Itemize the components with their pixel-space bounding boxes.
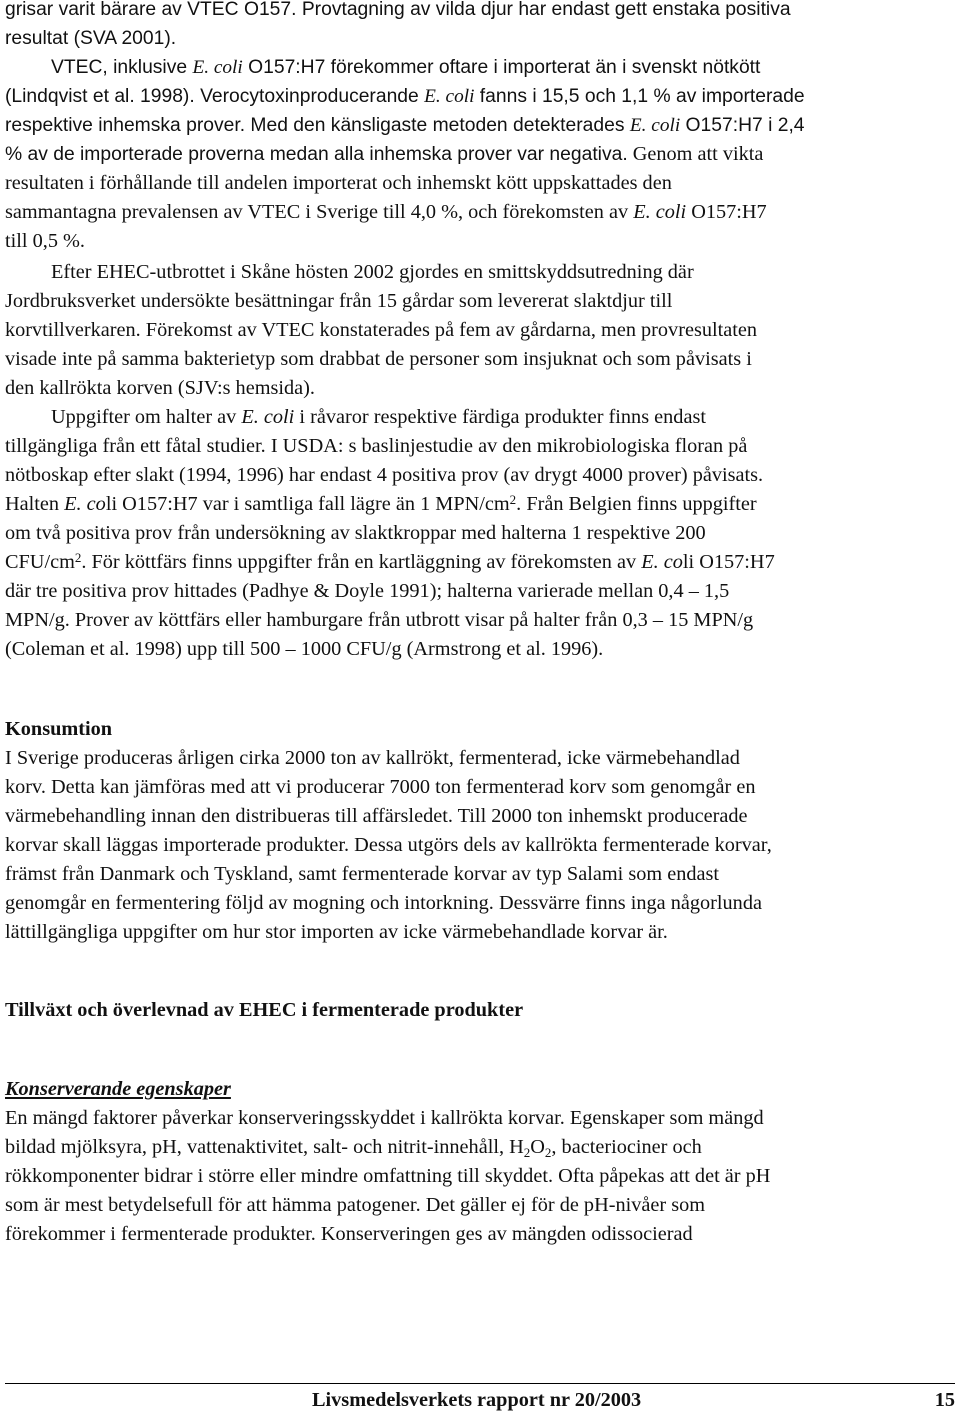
text-line: resultaten i förhållande till andelen importerat och inhemskt kött uppskattades den — [5, 172, 672, 194]
footer-report-title: Livsmedelsverkets rapport nr 20/2003 — [312, 1389, 642, 1411]
text-line: lättillgängliga uppgifter om hur stor importen av icke värmebehandlade korvar är. — [5, 921, 668, 943]
text-line: visade inte på samma bakterietyp som drabbat de personer som insjuknat och som påvisats i — [5, 348, 752, 370]
page-footer — [5, 1383, 955, 1411]
subsection-heading: Konserverande egenskaper — [5, 1078, 231, 1100]
paragraph-halter — [5, 403, 775, 664]
text-line: till 0,5 %. — [5, 230, 85, 252]
text-line: den kallrökta korven (SJV:s hemsida). — [5, 377, 315, 399]
section-konsumtion — [5, 715, 772, 947]
text-line: om två positiva prov från undersökning av slaktkroppar med halterna 1 respektive 200 — [5, 522, 706, 544]
text-line: En mängd faktorer påverkar konserveringsskyddet i kallrökta korvar. Egenskaper som mängd — [5, 1107, 764, 1129]
text-line: MPN/g. Prover av köttfärs eller hamburgare från utbrott visar på halter från 0,3 – 15 MPN/g — [5, 609, 754, 631]
paragraph-vtec — [5, 53, 805, 256]
text-line: korvtillverkaren. Förekomst av VTEC konstaterades på fem av gårdarna, men provresultaten — [5, 319, 758, 341]
text-line: grisar varit bärare av VTEC O157. Provtagning av vilda djur har endast gett enstaka positiva — [5, 0, 791, 20]
text-line: I Sverige produceras årligen cirka 2000 ton av kallrökt, fermenterad, icke värmebehandlad — [5, 747, 740, 769]
section-tillvaxt — [5, 996, 523, 1025]
page-number: 15 — [934, 1389, 955, 1411]
paragraph-continuation — [5, 0, 791, 53]
text-line: (Lindqvist et al. 1998). Verocytoxinproducerande E. coli fanns i 15,5 och 1,1 % av importerade — [5, 86, 805, 107]
text-line: rökkomponenter bidrar i större eller mindre omfattning till skyddet. Ofta påpekas att det är pH — [5, 1165, 771, 1187]
text-line: Efter EHEC-utbrottet i Skåne hösten 2002 gjordes en smittskyddsutredning där — [51, 261, 694, 283]
paragraph-ehec-outbreak — [5, 258, 757, 403]
text-line: Jordbruksverket undersökte besättningar från 15 gårdar som levererat slaktdjur till — [5, 290, 673, 312]
text-line: förekommer i fermenterade produkter. Konserveringen ges av mängden odissocierad — [5, 1223, 693, 1245]
text-line: nötboskap efter slakt (1994, 1996) har endast 4 positiva prov (av drygt 4000 prover) påvisats. — [5, 464, 764, 486]
text-line: korvar skall läggas importerade produkter. Dessa utgörs dels av kallrökta fermenterade korvar, — [5, 834, 772, 856]
section-heading: Tillväxt och överlevnad av EHEC i fermenterade produkter — [5, 999, 524, 1021]
text-line: tillgängliga från ett fåtal studier. I USDA: s baslinjestudie av den mikrobiologiska floran på — [5, 435, 748, 457]
text-line: (Coleman et al. 1998) upp till 500 – 1000 CFU/g (Armstrong et al. 1996). — [5, 638, 604, 660]
text-line: Halten E. coli O157:H7 var i samtliga fall lägre än 1 MPN/$cm^2$. Från Belgien finns uppgifter — [5, 492, 757, 515]
text-line: resultat (SVA 2001). — [5, 28, 177, 49]
section-heading: Konsumtion — [5, 718, 113, 740]
text-line: genomgår en fermentering följd av mogning och intorkning. Dessvärre finns inga någorlunda — [5, 892, 762, 914]
text-line: VTEC, inklusive E. coli O157:H7 förekommer oftare i importerat än i svenskt nötkött — [51, 57, 761, 78]
text-line: där tre positiva prov hittades (Padhye & Doyle 1991); halterna varierade mellan 0,4 – 1,5 — [5, 580, 730, 602]
text-line: främst från Danmark och Tyskland, samt fermenterade korvar av typ Salami som endast — [5, 863, 720, 885]
text-line: som är mest betydelsefull för att hämma patogener. Det gäller ej för de pH-nivåer som — [5, 1194, 706, 1216]
text-line: % av de importerade proverna medan alla inhemska prover var negativa. Genom att vikta — [5, 143, 764, 165]
text-line: värmebehandling innan den distribueras till affärsledet. Till 2000 ton inhemskt producerade — [5, 805, 748, 827]
text-line: sammantagna prevalensen av VTEC i Sverige till 4,0 %, och förekomsten av E. coli O157:H7 — [5, 201, 767, 223]
text-line: korv. Detta kan jämföras med att vi producerar 7000 ton fermenterad korv som genomgår en — [5, 776, 756, 798]
text-line: bildad mjölksyra, pH, vattenaktivitet, salt- och nitrit-innehåll, $H_2O_2$, bacteriociner och — [5, 1136, 702, 1160]
text-line: CFU/$cm^2$. För köttfärs finns uppgifter från en kartläggning av förekomsten av E. coli O157:H7 — [5, 550, 775, 573]
text-line: respektive inhemska prover. Med den känsligaste metoden detekterades E. coli O157:H7 i 2,4 — [5, 115, 805, 136]
text-line: Uppgifter om halter av E. coli i råvaror respektive färdiga produkter finns endast — [51, 406, 706, 428]
section-konserverande — [5, 1075, 770, 1249]
